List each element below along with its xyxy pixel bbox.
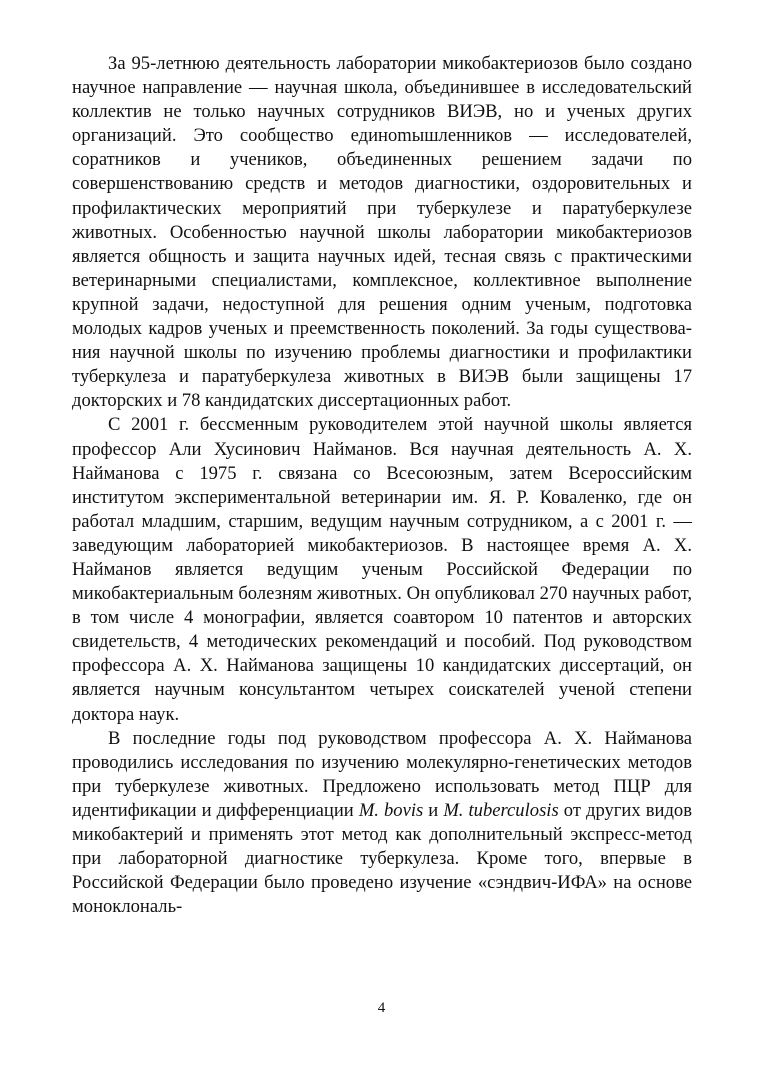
paragraph-3-text-end: от других видов микобактерий и применять этот метод как дополнительный экспресс-метод при лабораторной диагностике туберкулеза. Кроме того, впервые в Российской Федерации было проведено изучение «сэндвич-ИФА» на основе моноклональ- [72,799,692,918]
page-number: 4 [377,1000,386,1016]
species-name-m-tuberculosis: M. tuberculosis [443,799,559,821]
paragraph-3 [72,727,692,920]
species-name-m-bovis: M. bovis [358,799,424,821]
paragraph-3-text-start: В последние годы под руководством профессора А. Х. Найманова проводились исследования по изучению молекулярно-генетических методов при туберкулезе животных. Предложено использовать метод ПЦР для идентификации и дифференциации [72,727,692,821]
document-page [72,52,692,919]
paragraph-2: С 2001 г. бессменным руководителем этой научной школы является профессор Али Хусинович Найманов. Вся научная деятельность А. Х. Найманова с 1975 г. связана со Всесоюзным, затем Всероссийским институтом экспериментальной ветеринарии им. Я. Р. Коваленко, где он работал младшим, старшим, ведущим научным сотрудником, а с 2001 г. — заведующим лабораторией микобактериозов. В настоящее время А. Х. Найманов является ведущим ученым Российской Федерации по микобактериальным болезням животных. Он опубликовал 270 научных работ, в том числе 4 монографии, является соавтором 10 патентов и авторских свидетельств, 4 методических рекомендаций и пособий. Под руководством профессора А. Х. Найманова защищены 10 кандидатских диссертаций, он является научным консультантом четырех соискателей ученой степени доктора наук. [72,414,692,725]
paragraph-3-conjunction: и [423,799,444,821]
paragraph-1: За 95-летнюю деятельность лаборатории микобактериозов было создано научное направление — научная школа, объединившее в исследовательский коллектив не только научных сотрудников ВИЭВ, но и ученых других организаций. Это сообщество единоmышленников — исследователей, соратников и учеников, объединенных решением задачи по совершенствованию средств и методов диагностики, оздоровительных и профилактических мероприятий при туберкулезе и паратуберкулезе животных. Особенностью научной школы лаборатории микобактериозов является общность и защита научных идей, тесная связь с практическими ветеринарными специалистами, комплексное, коллективное выполнение крупной задачи, недоступной для решения одним ученым, подготовка молодых кадров ученых и преемственность поколений. За годы существования научной школы по изучению проблемы диагностики и профилактики туберкулеза и паратуберкулеза животных в ВИЭВ были защищены 17 докторских и 78 кандидатских диссертационных работ. [72,53,692,412]
